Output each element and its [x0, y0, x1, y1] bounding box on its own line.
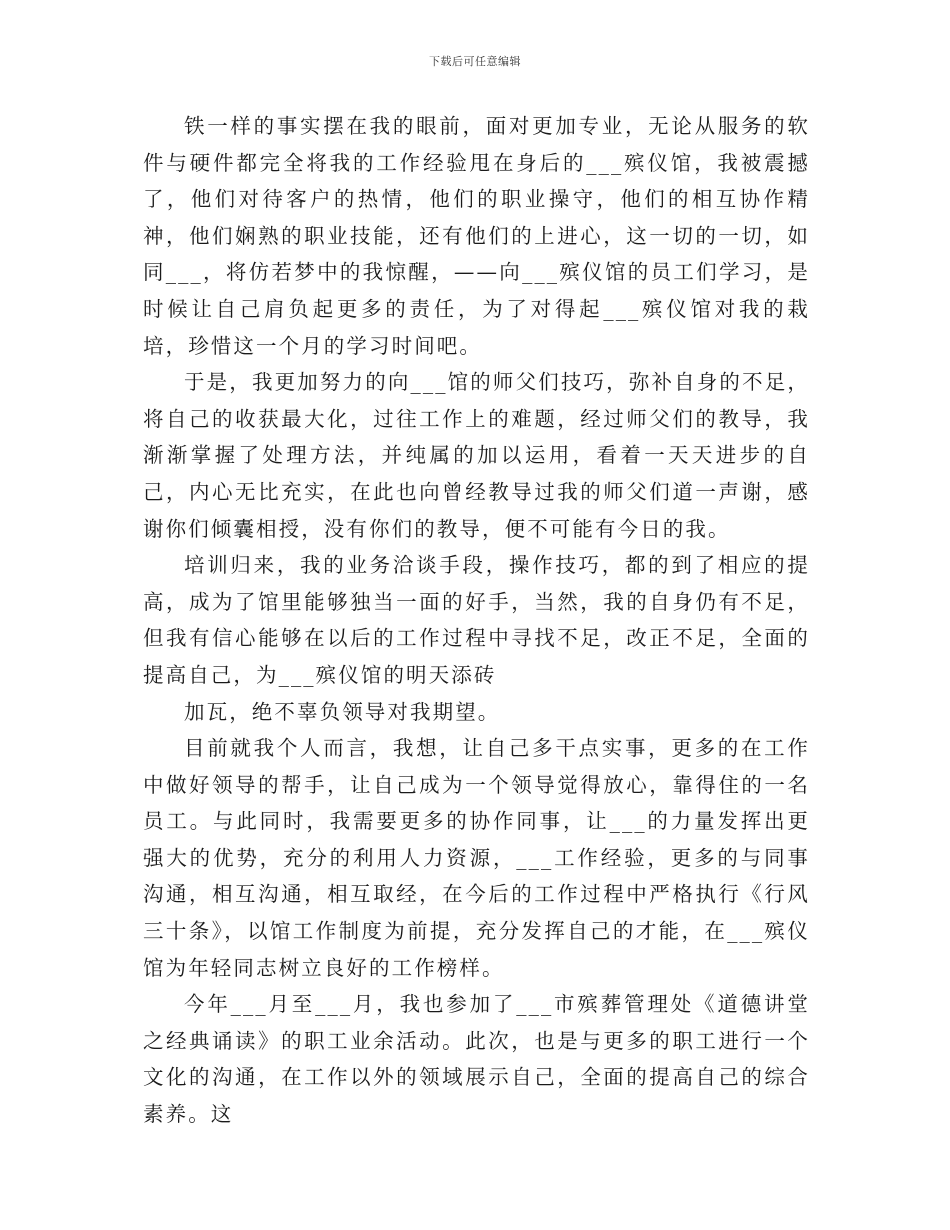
paragraph: 铁一样的事实摆在我的眼前，面对更加专业，无论从服务的软件与硬件都完全将我的工作经验甩在身后的___殡仪馆，我被震撼了，他们对待客户的热情，他们的职业操守，他们的相互协作精神，他们娴熟的职业技能，还有他们的上进心，这一切的一切，如同___，将仿若梦中的我惊醒，——向___殡仪馆的员工们学习，是时候让自己肩负起更多的责任，为了对得起___殡仪馆对我的栽培，珍惜这一个月的学习时间吧。 — [143, 114, 810, 358]
paragraph: 目前就我个人而言，我想，让自己多干点实事，更多的在工作中做好领导的帮手，让自己成为一个领导觉得放心，靠得住的一名员工。与此同时，我需要更多的协作同事，让___的力量发挥出更强大的优势，充分的利用人力资源，___工作经验，更多的与同事沟通，相互沟通，相互取经，在今后的工作过程中严格执行《行风三十条》，以馆工作制度为前提，充分发挥自己的才能，在___殡仪馆为年轻同志树立良好的工作榜样。 — [143, 736, 810, 980]
page-header: 下载后可任意编辑 — [429, 55, 521, 68]
paragraph: 加瓦，绝不辜负领导对我期望。 — [184, 699, 501, 724]
document-body — [143, 108, 810, 1133]
paragraph: 今年___月至___月，我也参加了___市殡葬管理处《道德讲堂之经典诵读》的职工业余活动。此次，也是与更多的职工进行一个文化的沟通，在工作以外的领域展示自己，全面的提高自己的综合素养。这 — [143, 992, 810, 1127]
paragraph: 培训归来，我的业务洽谈手段，操作技巧，都的到了相应的提高，成为了馆里能够独当一面的好手，当然，我的自身仍有不足，但我有信心能够在以后的工作过程中寻找不足，改正不足，全面的提高自己，为___殡仪馆的明天添砖 — [143, 553, 810, 687]
paragraph: 于是，我更加努力的向___馆的师父们技巧，弥补自身的不足，将自己的收获最大化，过往工作上的难题，经过师父们的教导，我渐渐掌握了处理方法，并纯属的加以运用，看着一天天进步的自己，内心无比充实，在此也向曾经教导过我的师父们道一声谢，感谢你们倾囊相授，没有你们的教导，便不可能有今日的我。 — [143, 370, 810, 541]
